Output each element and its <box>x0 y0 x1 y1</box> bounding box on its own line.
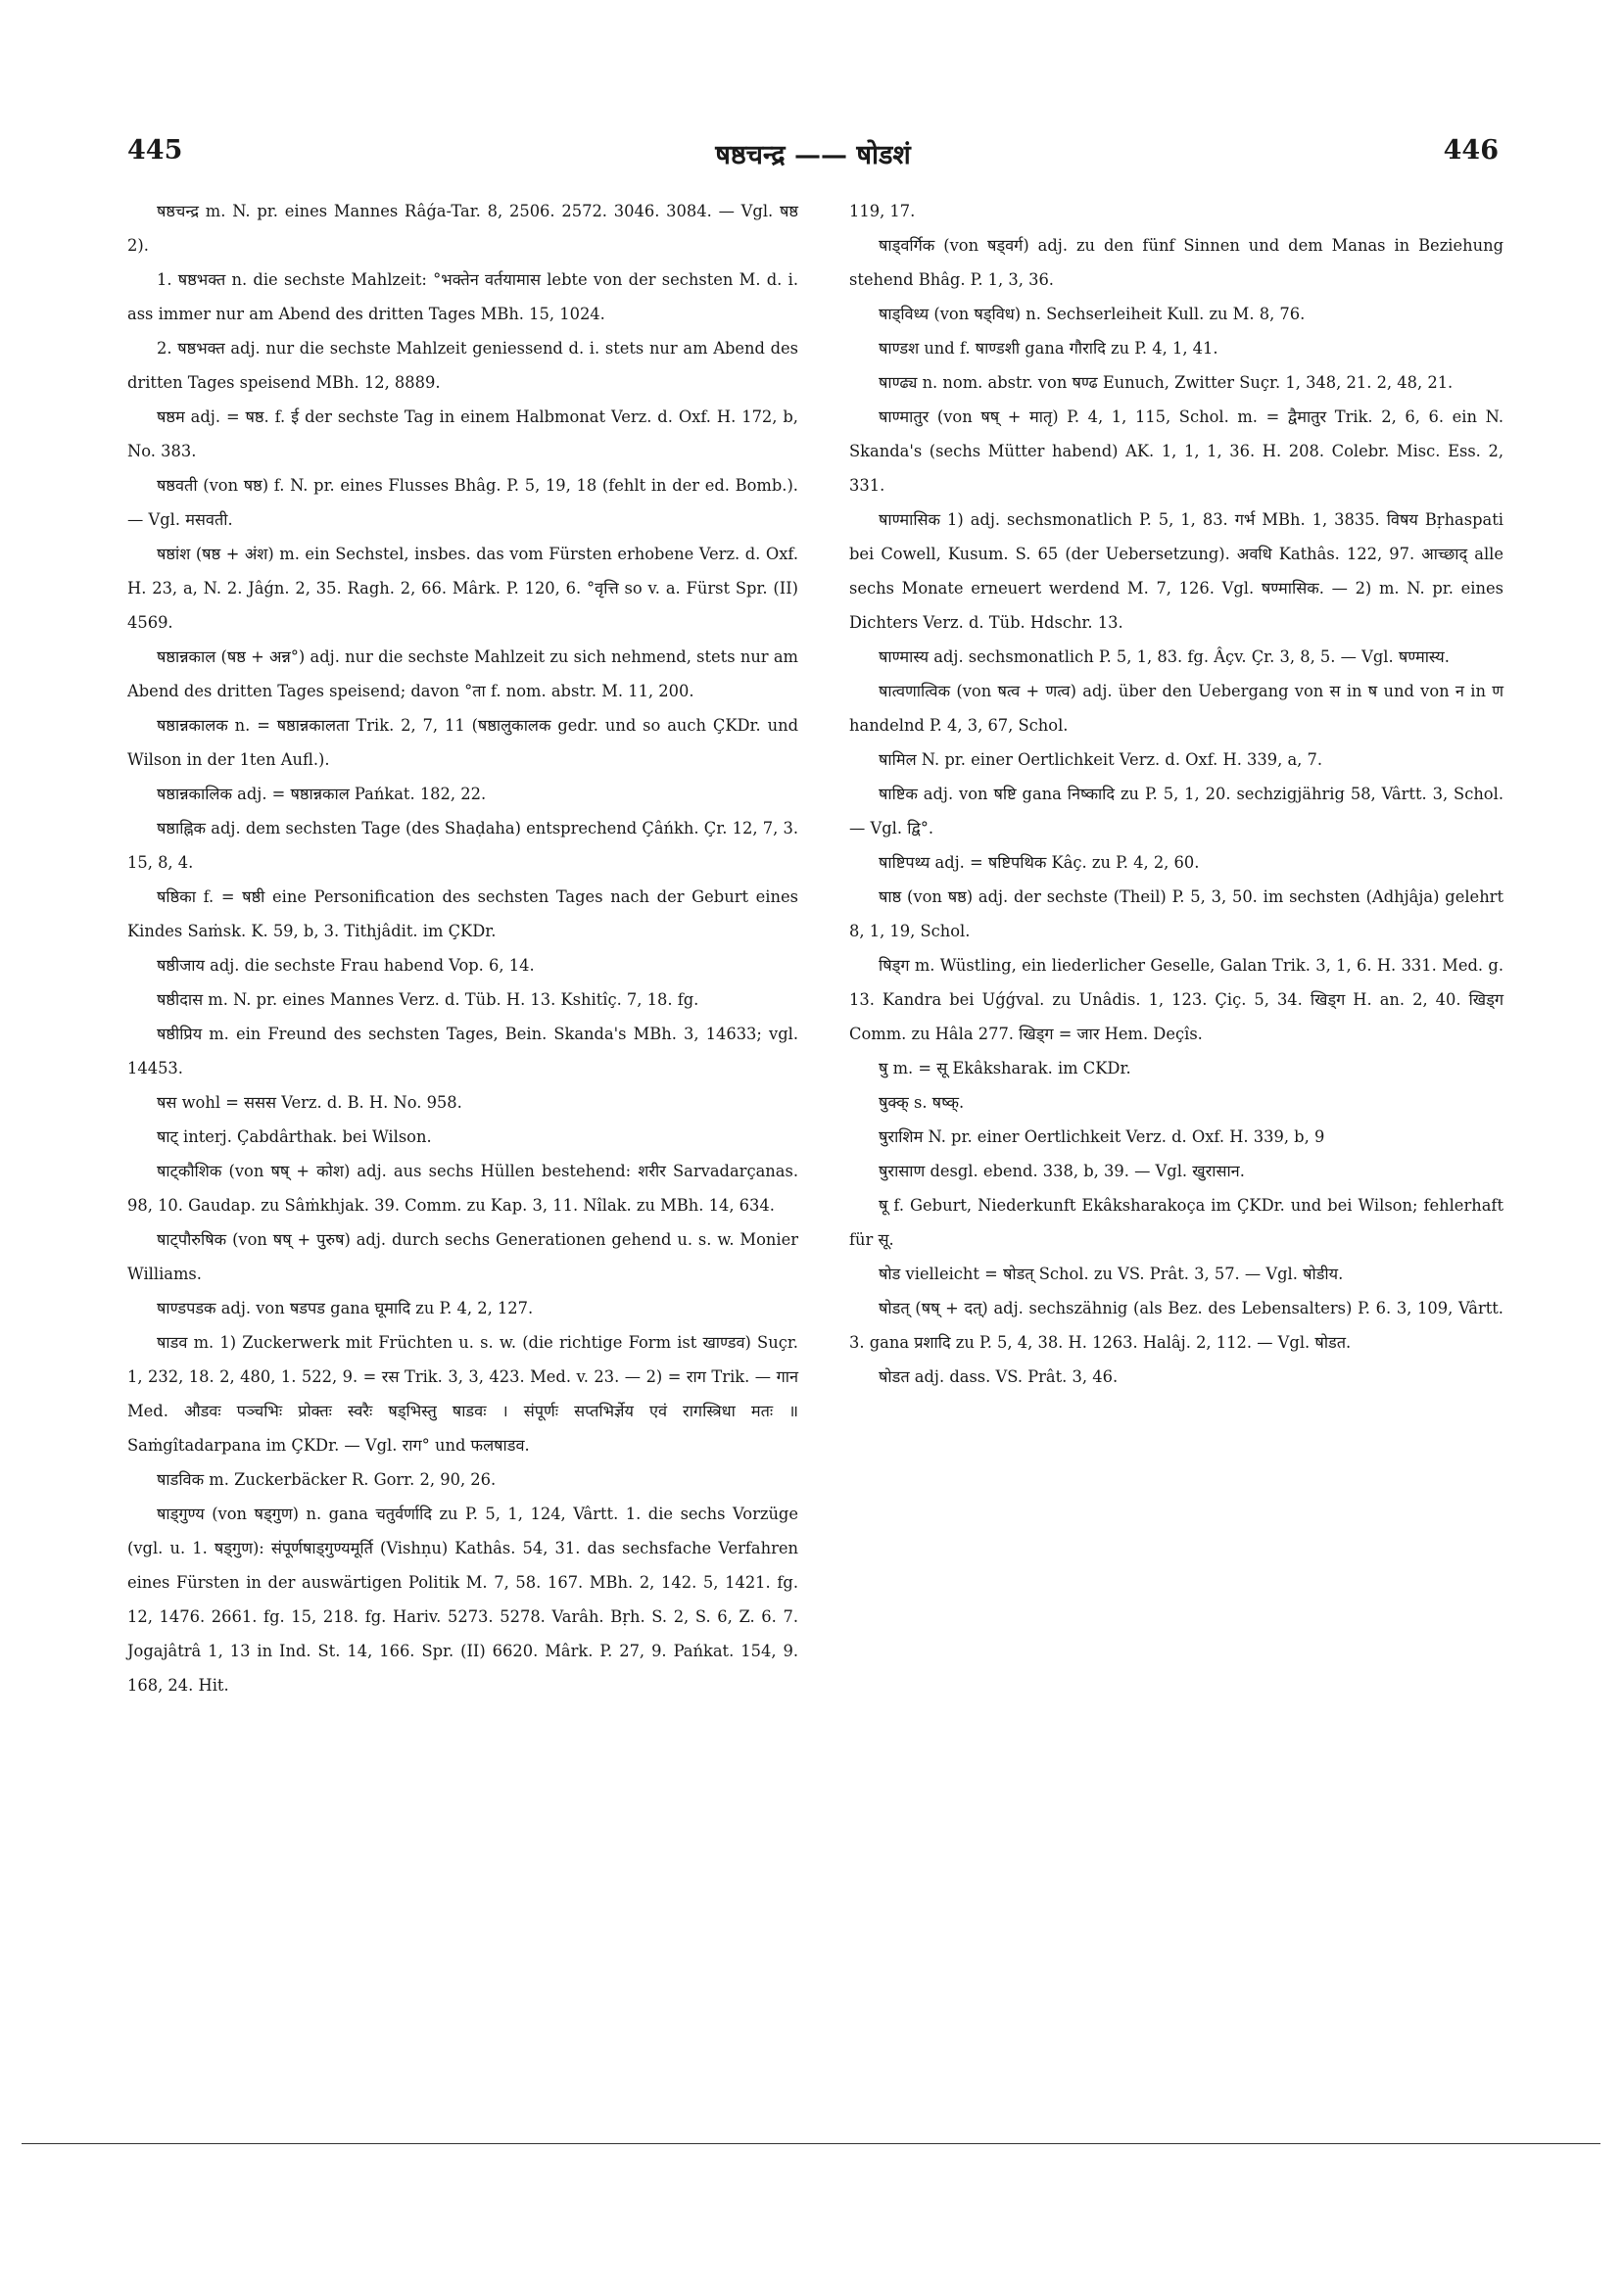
dictionary-entry: षाड्गुण्य (von षड्गुण) n. gana चतुर्वर्णादि zu P. 5, 1, 124, Vârtt. 1. die sechs Vorzüge (vgl. u. 1. षड्गुण): संपूर्णषाड्गुण्यमूर्ति (Vishṇu) Kathâs. 54, 31. das sechsfache Verfahren eines Fürsten in der auswärtigen Politik M. 7, 58. 167. MBh. 2, 142. 5, 1421. fg. 12, 1476. 2661. fg. 15, 218. fg. Hariv. 5273. 5278. Varâh. Bṛh. S. 2, S. 6, Z. 6. 7. Jogajâtrâ 1, 13 in Ind. St. 14, 166. Spr. (II) 6620. Mârk. P. 27, 9. Pańkat. 154, 9. 168, 24. Hit. <box>127 1505 798 1695</box>
dictionary-entry: षष्ठवती (von षष्ठ) f. N. pr. eines Flusses Bhâg. P. 5, 19, 18 (fehlt in der ed. Bomb.). — Vgl. मसवती. <box>127 476 798 529</box>
dictionary-entry: षाष्ठ (von षष्ठ) adj. der sechste (Theil) P. 5, 3, 50. im sechsten (Adhjâja) gelehrt 8, 1, 19, Schol. <box>849 887 1503 940</box>
dictionary-entry: षोडत adj. dass. VS. Prât. 3, 46. <box>879 1367 1119 1386</box>
right-column <box>849 194 1503 1394</box>
dictionary-entry: षात्वणात्विक (von षत्व + णत्व) adj. über den Uebergang von स in ष und von न in ण handelnd P. 4, 3, 67, Schol. <box>849 682 1503 735</box>
dictionary-entry: षाण्मास्य adj. sechsmonatlich P. 5, 1, 83. fg. Âçv. Çr. 3, 8, 5. — Vgl. षण्मास्य. <box>879 647 1450 666</box>
dictionary-entry: षष्ठान्नकालिक adj. = षष्ठान्नकाल Pańkat. 182, 22. <box>157 785 487 803</box>
dictionary-entry: षष्ठान्नकाल (षष्ठ + अन्न°) adj. nur die sechste Mahlzeit zu sich nehmend, stets nur am Abend des dritten Tages speisend; davon °ता f. nom. abstr. M. 11, 200. <box>127 647 798 700</box>
dictionary-entry: षाडव m. 1) Zuckerwerk mit Früchten u. s. w. (die richtige Form ist खाण्डव) Suçr. 1, 232, 18. 2, 480, 1. 522, 9. = रस Trik. 3, 3, 423. Med. v. 23. — 2) = राग Trik. — गान Med. औडवः पञ्चभिः प्रोक्तः स्वरैः षड्भिस्तु षाडवः । संपूर्णः सप्तभिर्ज्ञेय एवं रागस्त्रिधा मतः ॥ Saṁgîtadarpana im ÇKDr. — Vgl. राग° und फलषाडव. <box>127 1333 798 1455</box>
dictionary-entry: षष्ठान्नकालक n. = षष्ठान्नकालता Trik. 2, 7, 11 (षष्ठालुकालक gedr. und so auch ÇKDr. und Wilson in der 1ten Aufl.). <box>127 716 798 769</box>
dictionary-entry: षाण्डपडक adj. von षडपड gana घूमादि zu P. 4, 2, 127. <box>157 1299 534 1317</box>
dictionary-entry: षुक्क् s. षष्क्. <box>879 1093 965 1112</box>
dictionary-entry: षष्ठचन्द्र m. N. pr. eines Mannes Râǵa-Tar. 8, 2506. 2572. 3046. 3084. — Vgl. षष्ठ 2). <box>127 202 798 255</box>
dictionary-entry: षुराशिम N. pr. einer Oertlichkeit Verz. d. Oxf. H. 339, b, 9 <box>879 1127 1325 1146</box>
dictionary-entry: षाण्डश und f. षाण्डशी gana गौरादि zu P. 4, 1, 41. <box>879 339 1218 358</box>
dictionary-entry: षाट्पौरुषिक (von षष् + पुरुष) adj. durch sechs Generationen gehend u. s. w. Monier Williams. <box>127 1230 798 1283</box>
dictionary-entry: षाट् interj. Çabdârthak. bei Wilson. <box>157 1127 432 1146</box>
dictionary-entry: षु m. = सू Ekâksharak. im CKDr. <box>879 1059 1131 1077</box>
dictionary-entry: षाट्कौशिक (von षष् + कोश) adj. aus sechs Hüllen bestehend: शरीर Sarvadarçanas. 98, 10. Gaudap. zu Sâṁkhjak. 39. Comm. zu Kap. 3, 11. Nîlak. zu MBh. 14, 634. <box>127 1162 798 1215</box>
dictionary-entry: 2. षष्ठभक्त adj. nur die sechste Mahlzeit geniessend d. i. stets nur am Abend des dritten Tages speisend MBh. 12, 8889. <box>127 339 798 392</box>
page-number-right: 446 <box>1443 135 1499 166</box>
dictionary-entry: षष्ठांश (षष्ठ + अंश) m. ein Sechstel, insbes. das vom Fürsten erhobene Verz. d. Oxf. H. 23, a, N. 2. Jâǵn. 2, 35. Ragh. 2, 66. Mârk. P. 120, 6. °वृत्ति so v. a. Fürst Spr. (II) 4569. <box>127 545 798 632</box>
dictionary-entry: षिड्ग m. Wüstling, ein liederlicher Geselle, Galan Trik. 3, 1, 6. H. 331. Med. g. 13. Kandra bei Uǵǵval. zu Unâdis. 1, 123. Çiç. 5, 34. खिड्ग H. an. 2, 40. खिड्ग Comm. zu Hâla 277. खिड्ग = जार Hem. Deçîs. <box>849 956 1503 1043</box>
dictionary-entry: षाण्ढ्य n. nom. abstr. von षण्ढ Eunuch, Zwitter Suçr. 1, 348, 21. 2, 48, 21. <box>879 373 1454 392</box>
dictionary-entry: षुरासाण desgl. ebend. 338, b, 39. — Vgl. खुरासान. <box>879 1162 1245 1180</box>
dictionary-entry: षाष्टिपथ्य adj. = षष्टिपथिक Kâç. zu P. 4, 2, 60. <box>879 853 1200 872</box>
dictionary-entry: षाडविक m. Zuckerbäcker R. Gorr. 2, 90, 26. <box>157 1470 497 1489</box>
dictionary-entry: षाड्विध्य (von षड्विध) n. Sechserleiheit Kull. zu M. 8, 76. <box>879 305 1306 323</box>
dictionary-entry: षष्ठिका f. = षष्ठी eine Personification des sechsten Tages nach der Geburt eines Kindes Saṁsk. K. 59, b, 3. Tithjâdit. im ÇKDr. <box>127 887 798 940</box>
dictionary-entry: षोडत् (षष् + दत्) adj. sechszähnig (als Bez. des Lebensalters) P. 6. 3, 109, Vârtt. 3. gana प्रशादि zu P. 5, 4, 38. H. 1263. Halâj. 2, 112. — Vgl. षोडत. <box>849 1299 1503 1352</box>
dictionary-entry: षोड vielleicht = षोडत् Schol. zu VS. Prât. 3, 57. — Vgl. षोडीय. <box>879 1265 1344 1283</box>
dictionary-entry: षष्ठम adj. = षष्ठ. f. ई der sechste Tag in einem Halbmonat Verz. d. Oxf. H. 172, b, No. 383. <box>127 407 798 460</box>
dictionary-entry: षाष्टिक adj. von षष्टि gana निष्कादि zu P. 5, 1, 20. sechzigjährig 58, Vârtt. 3, Schol. — Vgl. द्वि°. <box>849 785 1503 837</box>
dictionary-entry: षाण्मातुर (von षष् + मातृ) P. 4, 1, 115, Schol. m. = द्वैमातुर Trik. 2, 6, 6. ein N. Skanda's (sechs Mütter habend) AK. 1, 1, 1, 36. H. 208. Colebr. Misc. Ess. 2, 331. <box>849 407 1503 495</box>
dictionary-entry: षू f. Geburt, Niederkunft Ekâksharakoça im ÇKDr. und bei Wilson; fehlerhaft für सू. <box>849 1196 1503 1249</box>
running-head: षष्ठचन्द्र —— षोडशं <box>715 140 911 170</box>
page-header <box>127 135 1499 184</box>
dictionary-entry: 1. षष्ठभक्त n. die sechste Mahlzeit: °भक्तेन वर्तयामास lebte von der sechsten M. d. i. ass immer nur am Abend des dritten Tages MBh. 15, 1024. <box>127 270 798 323</box>
bottom-rule <box>22 2143 1600 2144</box>
entry-continuation: 119, 17. <box>849 202 916 220</box>
page-number-left: 445 <box>127 135 183 166</box>
dictionary-entry: षामिल N. pr. einer Oertlichkeit Verz. d. Oxf. H. 339, a, 7. <box>879 750 1323 769</box>
dictionary-entry: षस wohl = ससस Verz. d. B. H. No. 958. <box>157 1093 462 1112</box>
dictionary-entry: षष्ठाह्निक adj. dem sechsten Tage (des Shaḍaha) entsprechend Çâńkh. Çr. 12, 7, 3. 15, 8, 4. <box>127 819 798 872</box>
dictionary-entry: षष्ठीप्रिय m. ein Freund des sechsten Tages, Bein. Skanda's MBh. 3, 14633; vgl. 14453. <box>127 1025 798 1077</box>
dictionary-entry: षाण्मासिक 1) adj. sechsmonatlich P. 5, 1, 83. गर्भ MBh. 1, 3835. विषय Bṛhaspati bei Cowell, Kusum. S. 65 (der Uebersetzung). अवधि Kathâs. 122, 97. आच्छाद् alle sechs Monate erneuert werdend M. 7, 126. Vgl. षण्मासिक. — 2) m. N. pr. eines Dichters Verz. d. Tüb. Hdschr. 13. <box>849 510 1503 632</box>
left-column <box>127 194 798 1702</box>
dictionary-entry: षाड्वर्गिक (von षड्वर्ग) adj. zu den fünf Sinnen und dem Manas in Beziehung stehend Bhâg. P. 1, 3, 36. <box>849 236 1503 289</box>
dictionary-entry: षष्ठीदास m. N. pr. eines Mannes Verz. d. Tüb. H. 13. Kshitîç. 7, 18. fg. <box>157 990 699 1009</box>
dictionary-entry: षष्ठीजाय adj. die sechste Frau habend Vop. 6, 14. <box>157 956 535 975</box>
